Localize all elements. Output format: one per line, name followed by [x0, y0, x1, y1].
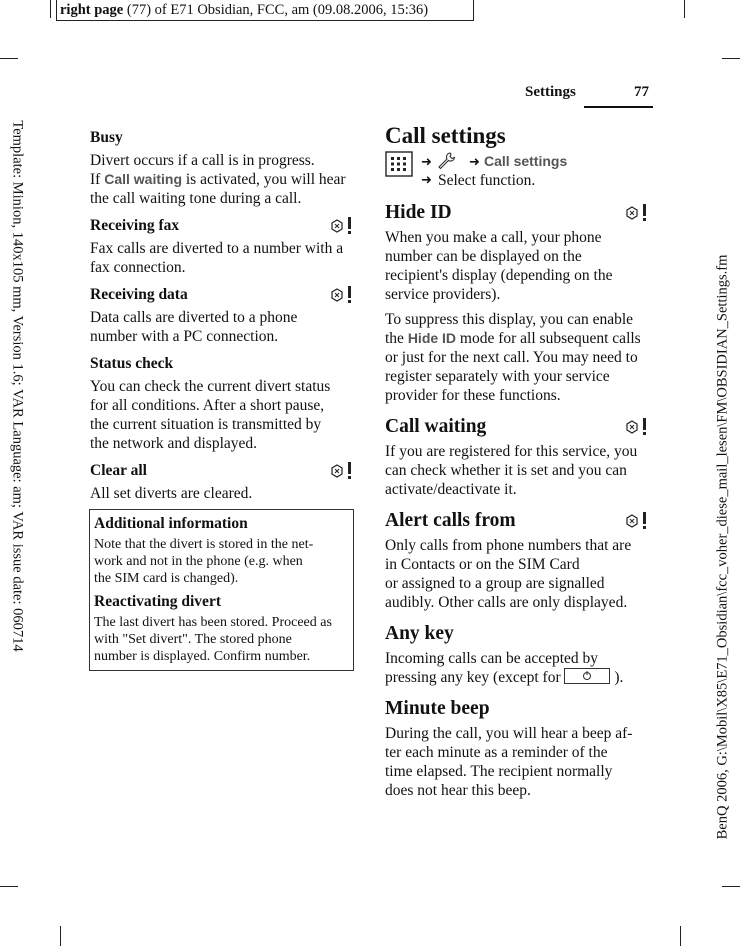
- crop-mark: [0, 58, 18, 59]
- header-rule: [584, 106, 653, 108]
- wrench-icon: [436, 151, 456, 171]
- menu-path: [385, 151, 650, 191]
- call-settings-menu-item: Call settings: [484, 153, 568, 169]
- crop-mark: [722, 58, 740, 59]
- print-header: [60, 0, 428, 20]
- crop-mark: [50, 0, 51, 18]
- receiving-data-heading: Receiving data: [90, 285, 355, 304]
- reactivating-divert-title: Reactivating divert: [94, 593, 221, 610]
- receiving-fax-heading: Receiving fax: [90, 216, 355, 235]
- left-column: Busy Divert occurs if a call is in progress. If Call waiting is activated, you will hear the call waiting tone during a call. Receiving fax Fax calls are diverted to a number with a fax connection. Receiving data Data calls are diverted to a phone number with a PC connection. Status check You can check the current divert status for all conditions. After a short pause, the current situation is transmitted by the network and displayed. Clear all All set diverts are cleared.: [90, 128, 355, 503]
- print-header-bold: right page: [60, 2, 124, 18]
- additional-info-box: Additional information Note that the divert is stored in the net- work and not in the phone (e.g. when the SIM card is changed). Reactivating divert The last divert has been stored. Proceed as with "Set divert". The stored phone number is displayed. Confirm number.: [89, 509, 354, 671]
- crop-mark: [60, 926, 61, 946]
- select-function-text: Select function.: [438, 172, 536, 189]
- right-column: Call settings ➜ ➜ Call settings ➜ Select function. Hide ID When you make a call, your phone number can be displayed on the recipient's display (depending on the service providers). To suppress this display, you can enable the Hide ID mode for all subsequent calls or just for the next call. You may need to register separately with your service provider for these functions. Call waiting If you are registered for this service, you can check whether it is set and you can activate/deactivate it. Alert calls from Only calls from phone numbers that are in Contacts or on the SIM Card or assigned to a group are signalled audibly. Other calls are only displayed. Any key Incoming calls can be accepted by pressing any key (except for ). Minute beep During the call, you will hear a beep af- ter each minute as a reminder of the time elapsed. The recipient normally does not hear this beep.: [385, 126, 650, 800]
- template-side-note: Template: Minion, 140x105 mm, Version 1.6; VAR Language: am; VAR issue date: 060714: [9, 120, 26, 652]
- menu-grid-icon: [385, 151, 413, 177]
- print-header-rest: (77) of E71 Obsidian, FCC, am (09.08.2006, 15:36): [123, 2, 429, 18]
- hide-id-heading: Hide ID: [385, 203, 650, 222]
- arrow-right-icon: ➜: [469, 155, 480, 170]
- network-provider-icon: [331, 461, 355, 481]
- any-key-heading: Any key: [385, 623, 454, 644]
- arrow-right-icon: ➜: [421, 155, 432, 170]
- crop-mark: [0, 886, 18, 887]
- busy-heading: Busy: [90, 129, 123, 146]
- network-provider-icon: [626, 203, 650, 223]
- call-waiting-term: Call waiting: [104, 171, 182, 187]
- page-number: 77: [634, 84, 649, 100]
- crop-mark: [680, 926, 681, 946]
- clear-all-heading: Clear all: [90, 461, 355, 480]
- running-head-section: Settings: [525, 84, 576, 100]
- network-provider-icon: [331, 216, 355, 236]
- arrow-right-icon: ➜: [421, 173, 432, 188]
- network-provider-icon: [626, 417, 650, 437]
- hide-id-term: Hide ID: [407, 330, 457, 346]
- call-settings-title: Call settings: [385, 123, 506, 148]
- network-provider-icon: [626, 511, 650, 531]
- end-call-key-icon: [564, 668, 610, 684]
- minute-beep-heading: Minute beep: [385, 698, 490, 719]
- network-provider-icon: [331, 285, 355, 305]
- call-waiting-heading: Call waiting: [385, 417, 650, 436]
- crop-mark: [684, 0, 685, 18]
- crop-mark: [722, 886, 740, 887]
- file-path-side-note: BenQ 2006, G:\Mobil\X85\E71_Obsidian\fcc_voher_diese_mail_lesen\FM\OBSIDIAN_Settings.fm: [714, 254, 731, 840]
- alert-calls-heading: Alert calls from: [385, 511, 650, 530]
- additional-info-title: Additional information: [94, 515, 248, 532]
- status-check-heading: Status check: [90, 355, 174, 372]
